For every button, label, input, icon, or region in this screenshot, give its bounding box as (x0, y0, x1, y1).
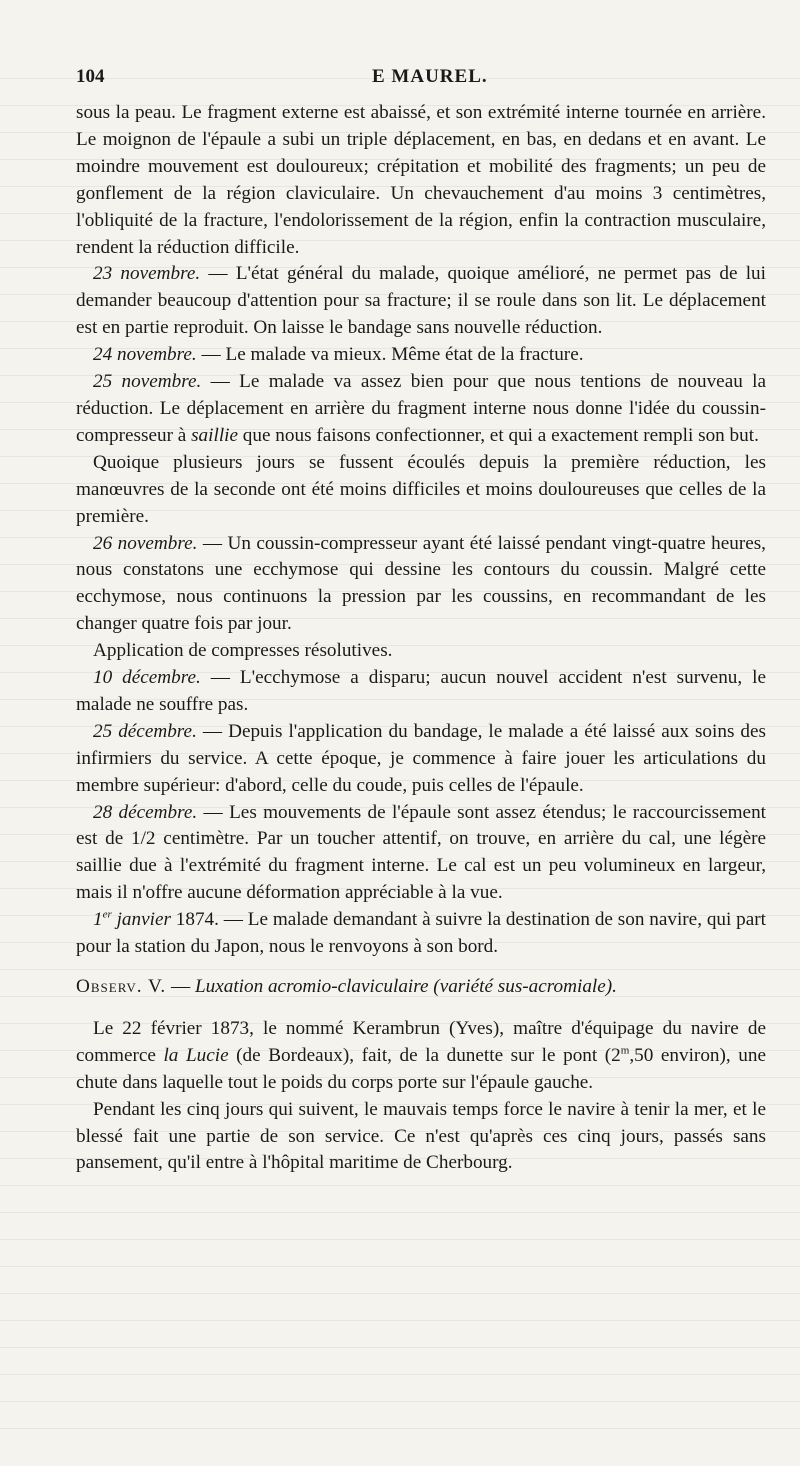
paragraph: Le 22 février 1873, le nommé Kerambrun (Yves), maître d'équipage du navire de commerce la Lucie (de Bordeaux), fait, de la dunette sur le pont (2$^m$,50 environ), une chute dans laquelle tout le poids du corps porte sur l'épaule gauche. (76, 1017, 766, 1093)
page-body (76, 100, 766, 1177)
observation-label: Observ. V. (76, 976, 167, 997)
paragraph: Application de compresses résolutives. (93, 640, 393, 662)
page-number: 104 (76, 66, 105, 87)
paragraph: 28 décembre. — Les mouvements de l'épaule sont assez étendus; le raccourcissement est de 1/2 centimètre. Par un toucher attentif, on trouve, en arrière du cal, une légère saillie due à l'extrémité du fragment interne. Le cal est un peu volumineux en largeur, mais il n'offre aucune déformation appréciable à la vue. (76, 801, 766, 904)
paragraph: 25 décembre. — Depuis l'application du bandage, le malade a été laissé aux soins des infirmiers du service. A cette époque, je commence à faire jouer les articulations du membre supérieur: d'abord, celle du coude, puis celles de l'épaule. (76, 720, 766, 796)
paragraph: 25 novembre. — Le malade va assez bien pour que nous tentions de nouveau la réduction. Le déplacement en arrière du fragment interne nous donne l'idée du coussin-compresseur à saillie que nous faisons confectionner, et qui a exactement rempli son but. (76, 371, 766, 446)
paragraph: 1er janvier 1874. — Le malade demandant à suivre la destination de son navire, qui part pour la station du Japon, nous le renvoyons à son bord. (76, 908, 766, 958)
paragraph: 10 décembre. — L'ecchymose a disparu; aucun nouvel accident n'est survenu, le malade ne souffre pas. (76, 667, 766, 715)
paragraph: Quoique plusieurs jours se fussent écoulés depuis la première réduction, les manœuvres de la seconde ont été moins difficiles et moins douloureuses que celles de la première. (76, 451, 766, 527)
paragraph: 24 novembre. — Le malade va mieux. Même état de la fracture. (93, 344, 584, 366)
running-head: E MAUREL. (372, 66, 488, 87)
observation-title: Luxation acromio-claviculaire (variété sus-acromiale). (194, 976, 617, 997)
observation-heading: Observ. V. — Luxation acromio-claviculaire (variété sus-acromiale). (76, 976, 617, 997)
page-header (76, 66, 766, 88)
paragraph: 23 novembre. — L'état général du malade, quoique amélioré, ne permet pas de lui demander beaucoup d'attention pour sa fracture; il se roule dans son lit. Le déplacement est en partie reproduit. On laisse le bandage sans nouvelle réduction. (76, 263, 766, 339)
paragraph: Pendant les cinq jours qui suivent, le mauvais temps force le navire à tenir la mer, et le blessé fait une partie de son service. Ce n'est qu'après ces cinq jours, passés sans pansement, qu'il entre à l'hôpital maritime de Cherbourg. (76, 1098, 766, 1174)
paragraph: 26 novembre. — Un coussin-compresseur ayant été laissé pendant vingt-quatre heures, nous constatons une ecchymose qui dessine les contours du coussin. Malgré cette ecchymose, nous continuons la pression par les coussins, en recommandant de les changer quatre fois par jour. (76, 532, 766, 635)
paragraph: sous la peau. Le fragment externe est abaissé, et son extrémité interne tournée en arrière. Le moignon de l'épaule a subi un triple déplacement, en bas, en dedans et en avant. Le moindre mouvement est douloureux; crépitation et mobilité des fragments; un peu de gonflement de la région claviculaire. Un chevauchement d'au moins 3 centimètres, l'obliquité de la fracture, l'endolorissement de la région, enfin la contraction musculaire, rendent la réduction difficile. (76, 102, 766, 258)
